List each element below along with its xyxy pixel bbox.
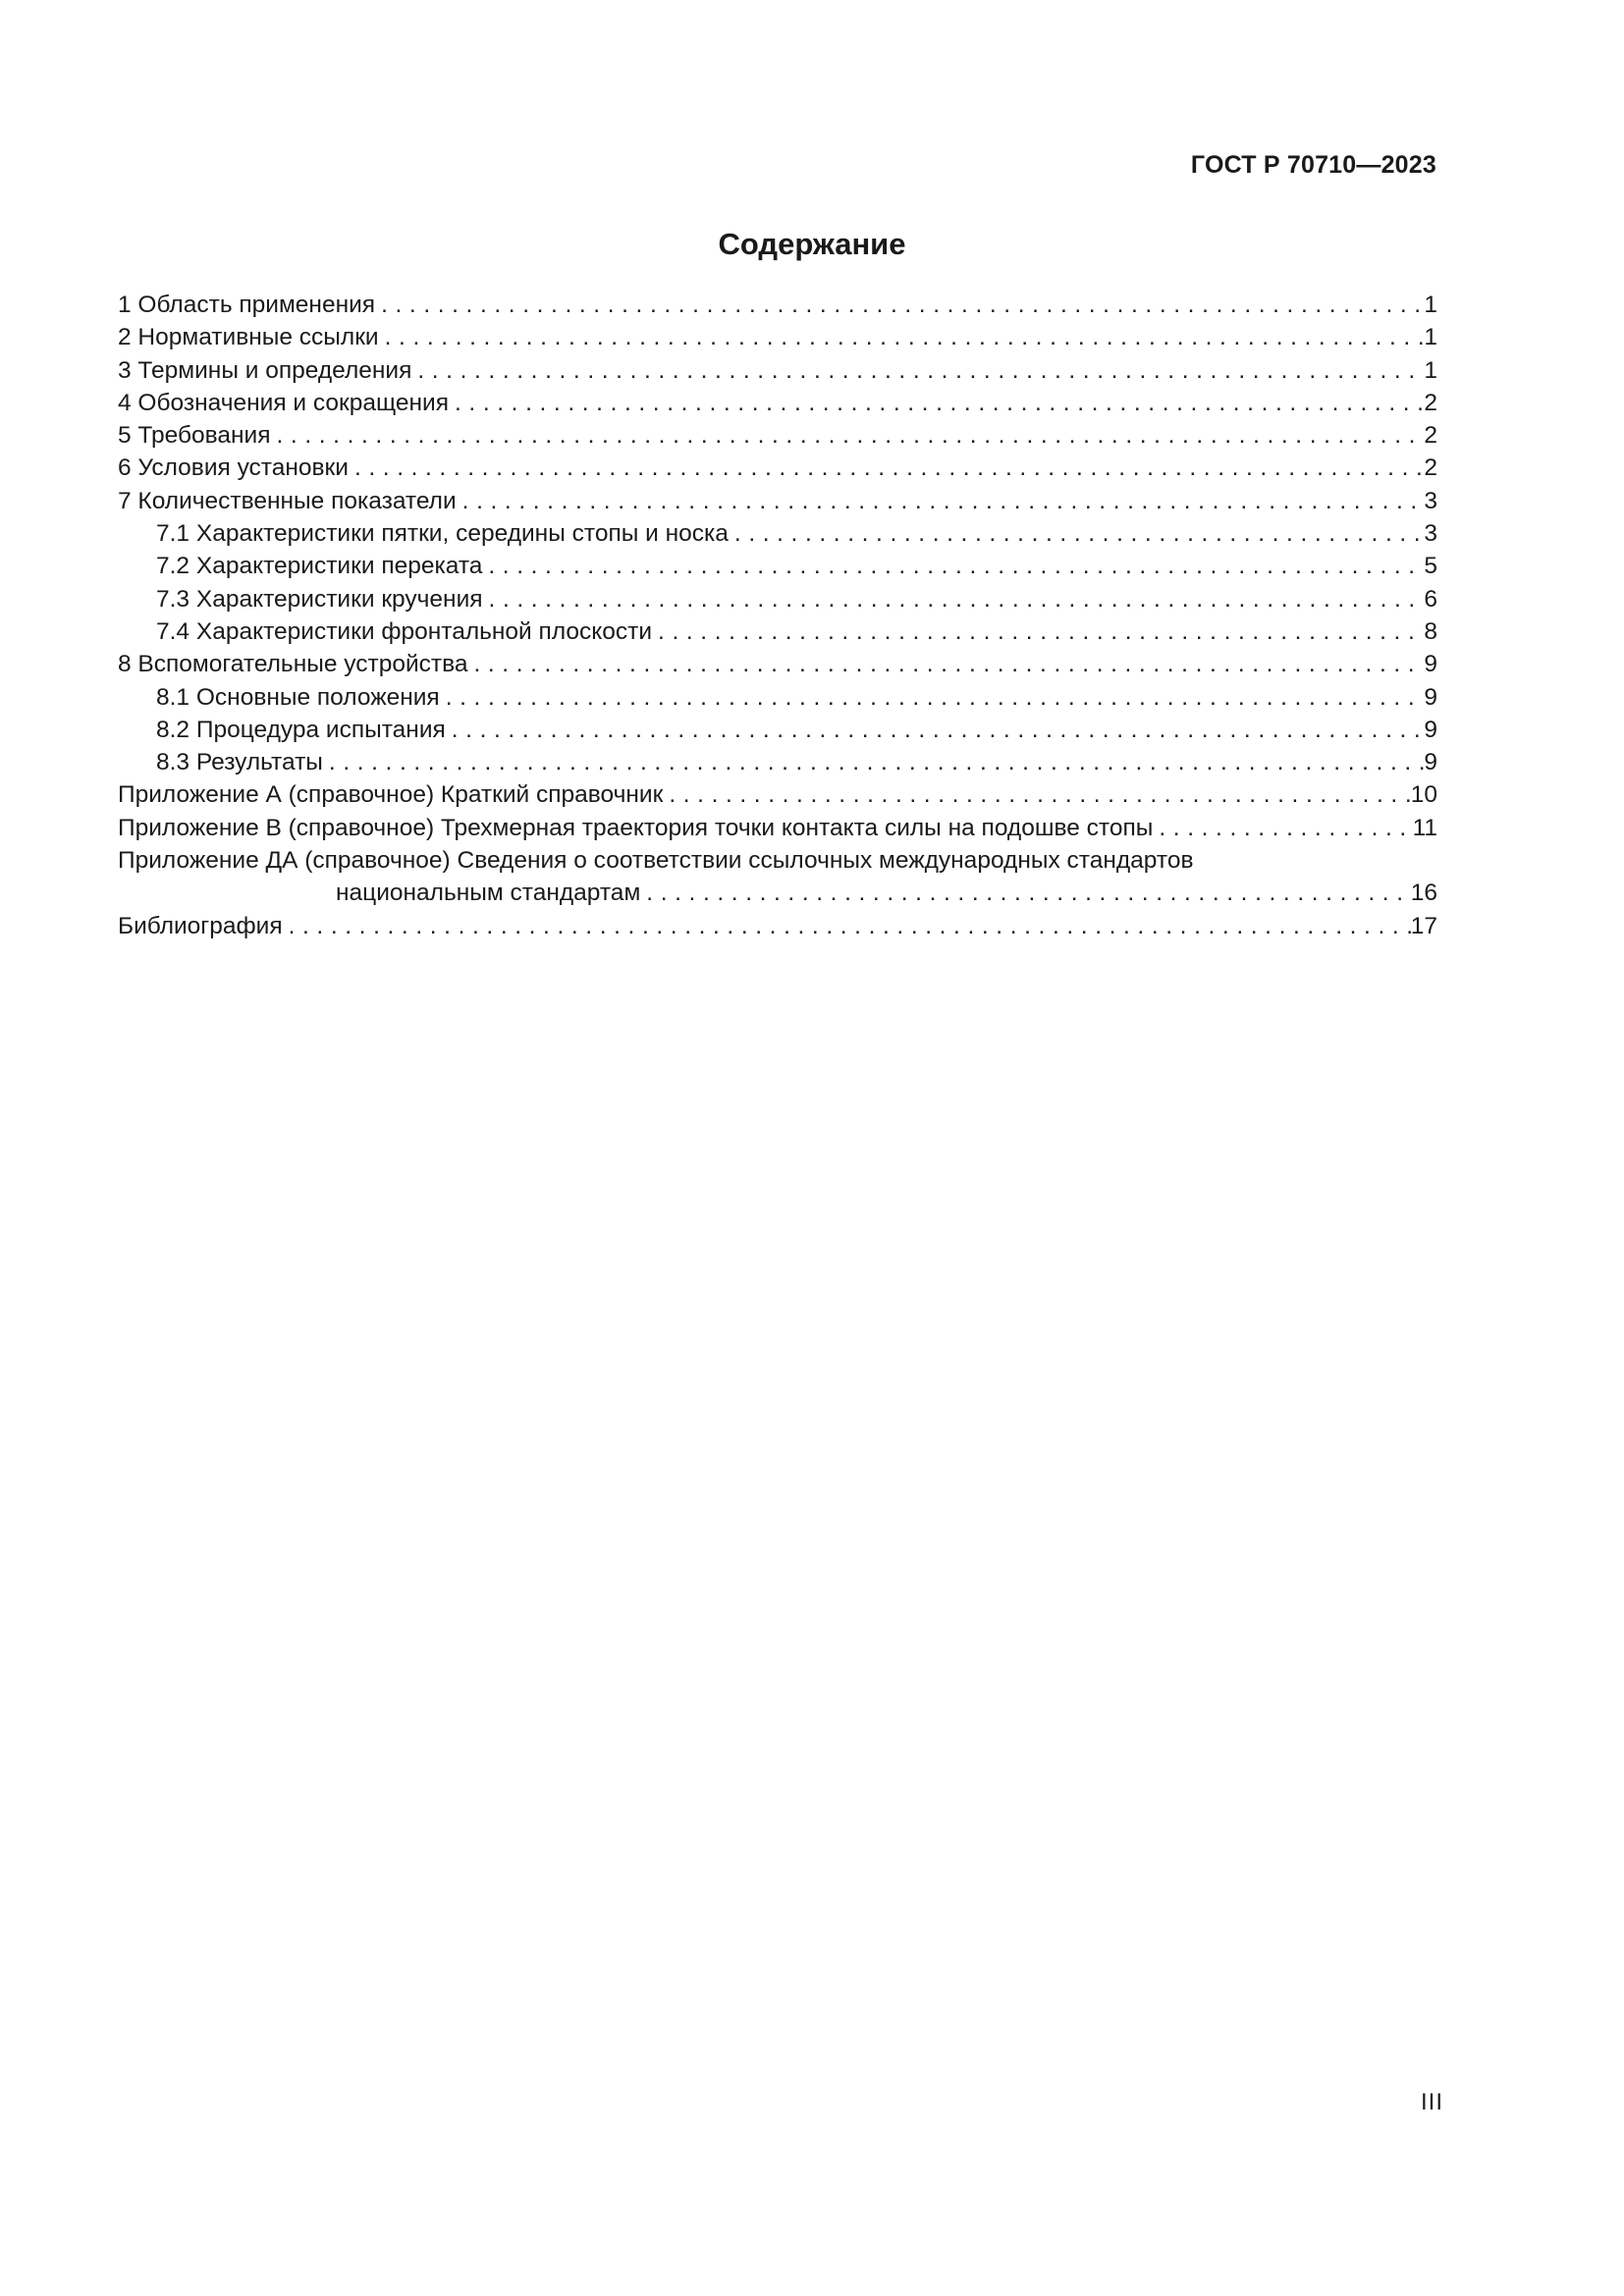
toc-entry-label: 8 Вспомогательные устройства	[118, 651, 468, 678]
toc-entry-page: 3	[1424, 520, 1437, 548]
toc-dot-leader	[375, 289, 1424, 321]
toc-entry[interactable]	[118, 354, 1437, 387]
toc-dot-leader	[467, 648, 1424, 680]
table-of-contents	[118, 289, 1437, 942]
toc-entry-label: 7.3 Характеристики кручения	[156, 585, 483, 613]
toc-entry-page: 5	[1424, 553, 1437, 580]
toc-entry-page: 2	[1424, 422, 1437, 450]
toc-dot-leader	[1153, 812, 1412, 844]
toc-entry-page: 6	[1424, 585, 1437, 613]
toc-entry-continuation-label: национальным стандартам	[336, 880, 641, 907]
toc-dot-leader	[271, 419, 1425, 452]
page-number: III	[1420, 2089, 1443, 2115]
toc-entry-page: 2	[1424, 389, 1437, 416]
toc-entry[interactable]	[118, 910, 1437, 942]
toc-entry-page: 1	[1424, 292, 1437, 318]
toc-dot-leader	[652, 615, 1424, 648]
toc-dot-leader	[449, 387, 1424, 419]
toc-entry-page: 1	[1424, 356, 1437, 384]
toc-dot-leader	[440, 681, 1425, 714]
toc-dot-leader	[457, 485, 1425, 517]
toc-entry-label: 7 Количественные показатели	[118, 487, 457, 514]
toc-entry[interactable]	[118, 452, 1437, 484]
toc-dot-leader	[411, 354, 1424, 387]
toc-entry-page: 1	[1424, 324, 1437, 351]
toc-subentry[interactable]	[118, 550, 1437, 582]
document-code: ГОСТ Р 70710—2023	[1190, 151, 1436, 179]
toc-entry-label: Приложение А (справочное) Краткий справочник	[118, 781, 664, 809]
toc-entry-page: 8	[1424, 617, 1437, 645]
toc-entry-page: 2	[1424, 454, 1437, 482]
toc-entry-page: 9	[1424, 716, 1437, 743]
toc-entry-label: 4 Обозначения и сокращения	[118, 389, 450, 416]
toc-entry-page: 9	[1424, 749, 1437, 776]
toc-subentry[interactable]	[118, 583, 1437, 615]
toc-entry-page: 17	[1410, 912, 1437, 939]
toc-entry-label: 6 Условия установки	[118, 454, 349, 482]
toc-dot-leader	[283, 910, 1411, 942]
toc-subentry[interactable]	[118, 714, 1437, 746]
toc-dot-leader	[640, 877, 1410, 909]
toc-entry-label: 8.3 Результаты	[156, 749, 323, 776]
toc-entry-page: 11	[1412, 814, 1437, 841]
toc-subentry[interactable]	[118, 681, 1437, 714]
toc-title: Содержание	[718, 227, 906, 261]
toc-entry-label: 7.1 Характеристики пятки, середины стопы и носка	[156, 520, 729, 548]
toc-dot-leader	[729, 517, 1424, 550]
toc-entry-label: 7.2 Характеристики переката	[156, 553, 483, 580]
toc-annex-entry-continuation[interactable]	[118, 877, 1437, 909]
toc-entry-page: 3	[1424, 487, 1437, 514]
toc-subentry[interactable]	[118, 517, 1437, 550]
toc-entry-page: 10	[1410, 781, 1437, 809]
toc-dot-leader	[482, 550, 1424, 582]
toc-dot-leader	[663, 778, 1410, 811]
toc-annex-entry[interactable]	[118, 844, 1437, 877]
toc-subentry[interactable]	[118, 615, 1437, 648]
toc-entry-page: 16	[1410, 880, 1437, 907]
toc-dot-leader	[323, 746, 1424, 778]
toc-entry-label: 1 Область применения	[118, 292, 376, 318]
toc-entry-page: 9	[1424, 683, 1437, 711]
toc-entry-label: 2 Нормативные ссылки	[118, 324, 379, 351]
toc-annex-entry[interactable]	[118, 778, 1437, 811]
toc-entry[interactable]	[118, 419, 1437, 452]
toc-entry-label: 8.1 Основные положения	[156, 683, 440, 711]
toc-entry-label: 8.2 Процедура испытания	[156, 716, 446, 743]
toc-entry[interactable]	[118, 485, 1437, 517]
toc-entry[interactable]	[118, 648, 1437, 680]
toc-entry-label: Приложение ДА (справочное) Сведения о соответствии ссылочных международных стандартов	[118, 847, 1194, 875]
toc-entry-label: 3 Термины и определения	[118, 356, 412, 384]
toc-subentry[interactable]	[118, 746, 1437, 778]
toc-dot-leader	[446, 714, 1425, 746]
toc-entry-label: 5 Требования	[118, 422, 271, 450]
toc-entry[interactable]	[118, 321, 1437, 353]
toc-entry[interactable]	[118, 387, 1437, 419]
toc-annex-entry[interactable]	[118, 812, 1437, 844]
toc-entry[interactable]	[118, 289, 1437, 321]
toc-entry-page: 9	[1424, 651, 1437, 678]
toc-entry-label: Библиография	[118, 912, 283, 939]
toc-entry-label: 7.4 Характеристики фронтальной плоскости	[156, 617, 653, 645]
toc-dot-leader	[483, 583, 1425, 615]
toc-dot-leader	[379, 321, 1425, 353]
toc-entry-label: Приложение В (справочное) Трехмерная траектория точки контакта силы на подошве стопы	[118, 814, 1154, 841]
toc-dot-leader	[349, 452, 1424, 484]
